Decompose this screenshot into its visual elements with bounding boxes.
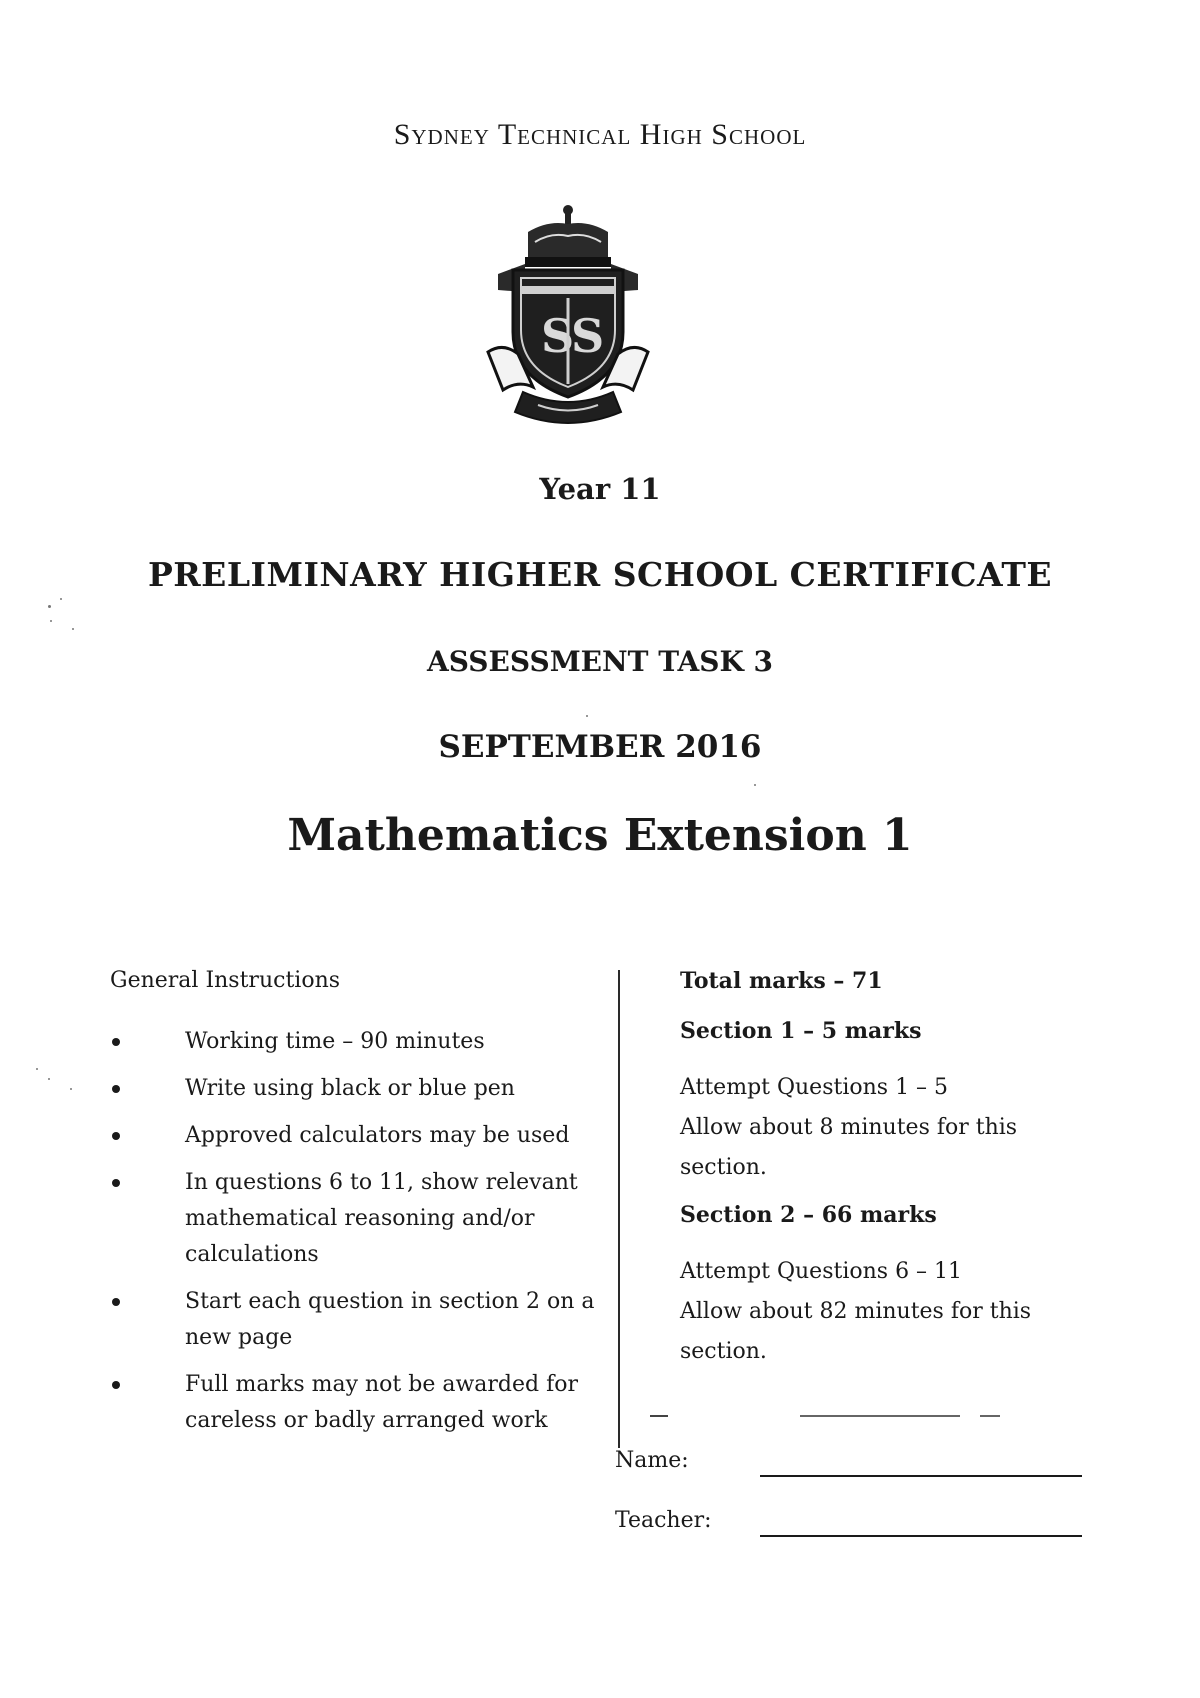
instruction-text: In questions 6 to 11, show relevant mathematical reasoning and/or calculations	[185, 1170, 578, 1267]
list-item	[110, 1118, 600, 1154]
scan-speck	[586, 715, 588, 717]
name-label: Name:	[615, 1448, 689, 1473]
bullet-icon	[112, 1381, 120, 1389]
instruction-text: Start each question in section 2 on a new page	[185, 1289, 595, 1350]
assessment-task: ASSESSMENT TASK 3	[426, 645, 774, 678]
school-crest-icon	[483, 202, 653, 428]
scan-speck	[48, 605, 51, 608]
bullet-icon	[112, 1038, 120, 1046]
scan-speck	[60, 598, 62, 600]
bullet-icon	[112, 1085, 120, 1093]
section2-heading: Section 2 – 66 marks	[680, 1202, 937, 1228]
scan-speck	[50, 620, 52, 622]
svg-text:S: S	[571, 309, 605, 363]
scan-speck	[48, 1078, 50, 1080]
list-item	[110, 1024, 600, 1060]
school-name: Sydney Technical High School	[393, 118, 807, 151]
list-item	[110, 1284, 600, 1356]
section1-details	[680, 1068, 1100, 1188]
instructions-list	[110, 1024, 600, 1450]
teacher-label: Teacher:	[615, 1508, 712, 1533]
name-field[interactable]	[760, 1475, 1082, 1477]
column-divider	[618, 970, 620, 1448]
instruction-text: Working time – 90 minutes	[185, 1029, 485, 1054]
section1-attempt: Attempt Questions 1 – 5	[680, 1075, 949, 1100]
list-item	[110, 1071, 600, 1107]
list-item	[110, 1367, 600, 1439]
svg-text:S: S	[541, 309, 575, 363]
total-marks: Total marks – 71	[680, 968, 883, 994]
section2-attempt: Attempt Questions 6 – 11	[680, 1259, 963, 1284]
scan-speck	[754, 784, 756, 786]
scan-speck	[36, 1068, 38, 1070]
subject-title: Mathematics Extension 1	[287, 810, 913, 861]
scan-speck	[70, 1088, 72, 1090]
exam-date: SEPTEMBER 2016	[438, 729, 762, 765]
section1-heading: Section 1 – 5 marks	[680, 1018, 922, 1044]
section1-time: Allow about 8 minutes for this section.	[680, 1115, 1018, 1180]
instruction-text: Approved calculators may be used	[185, 1123, 570, 1148]
dashed-rule	[650, 1415, 1000, 1417]
general-instructions-heading: General Instructions	[110, 968, 341, 993]
instruction-text: Write using black or blue pen	[185, 1076, 515, 1101]
marks-info	[680, 968, 1100, 1386]
section2-details	[680, 1252, 1100, 1372]
certificate-title: PRELIMINARY HIGHER SCHOOL CERTIFICATE	[147, 555, 1053, 594]
year-level: Year 11	[539, 472, 661, 506]
scan-speck	[72, 628, 74, 630]
instruction-text: Full marks may not be awarded for careless or badly arranged work	[185, 1372, 579, 1433]
bullet-icon	[112, 1298, 120, 1306]
teacher-field[interactable]	[760, 1535, 1082, 1537]
bullet-icon	[112, 1179, 120, 1187]
section2-time: Allow about 82 minutes for this section.	[680, 1299, 1032, 1364]
bullet-icon	[112, 1132, 120, 1140]
list-item	[110, 1165, 600, 1273]
